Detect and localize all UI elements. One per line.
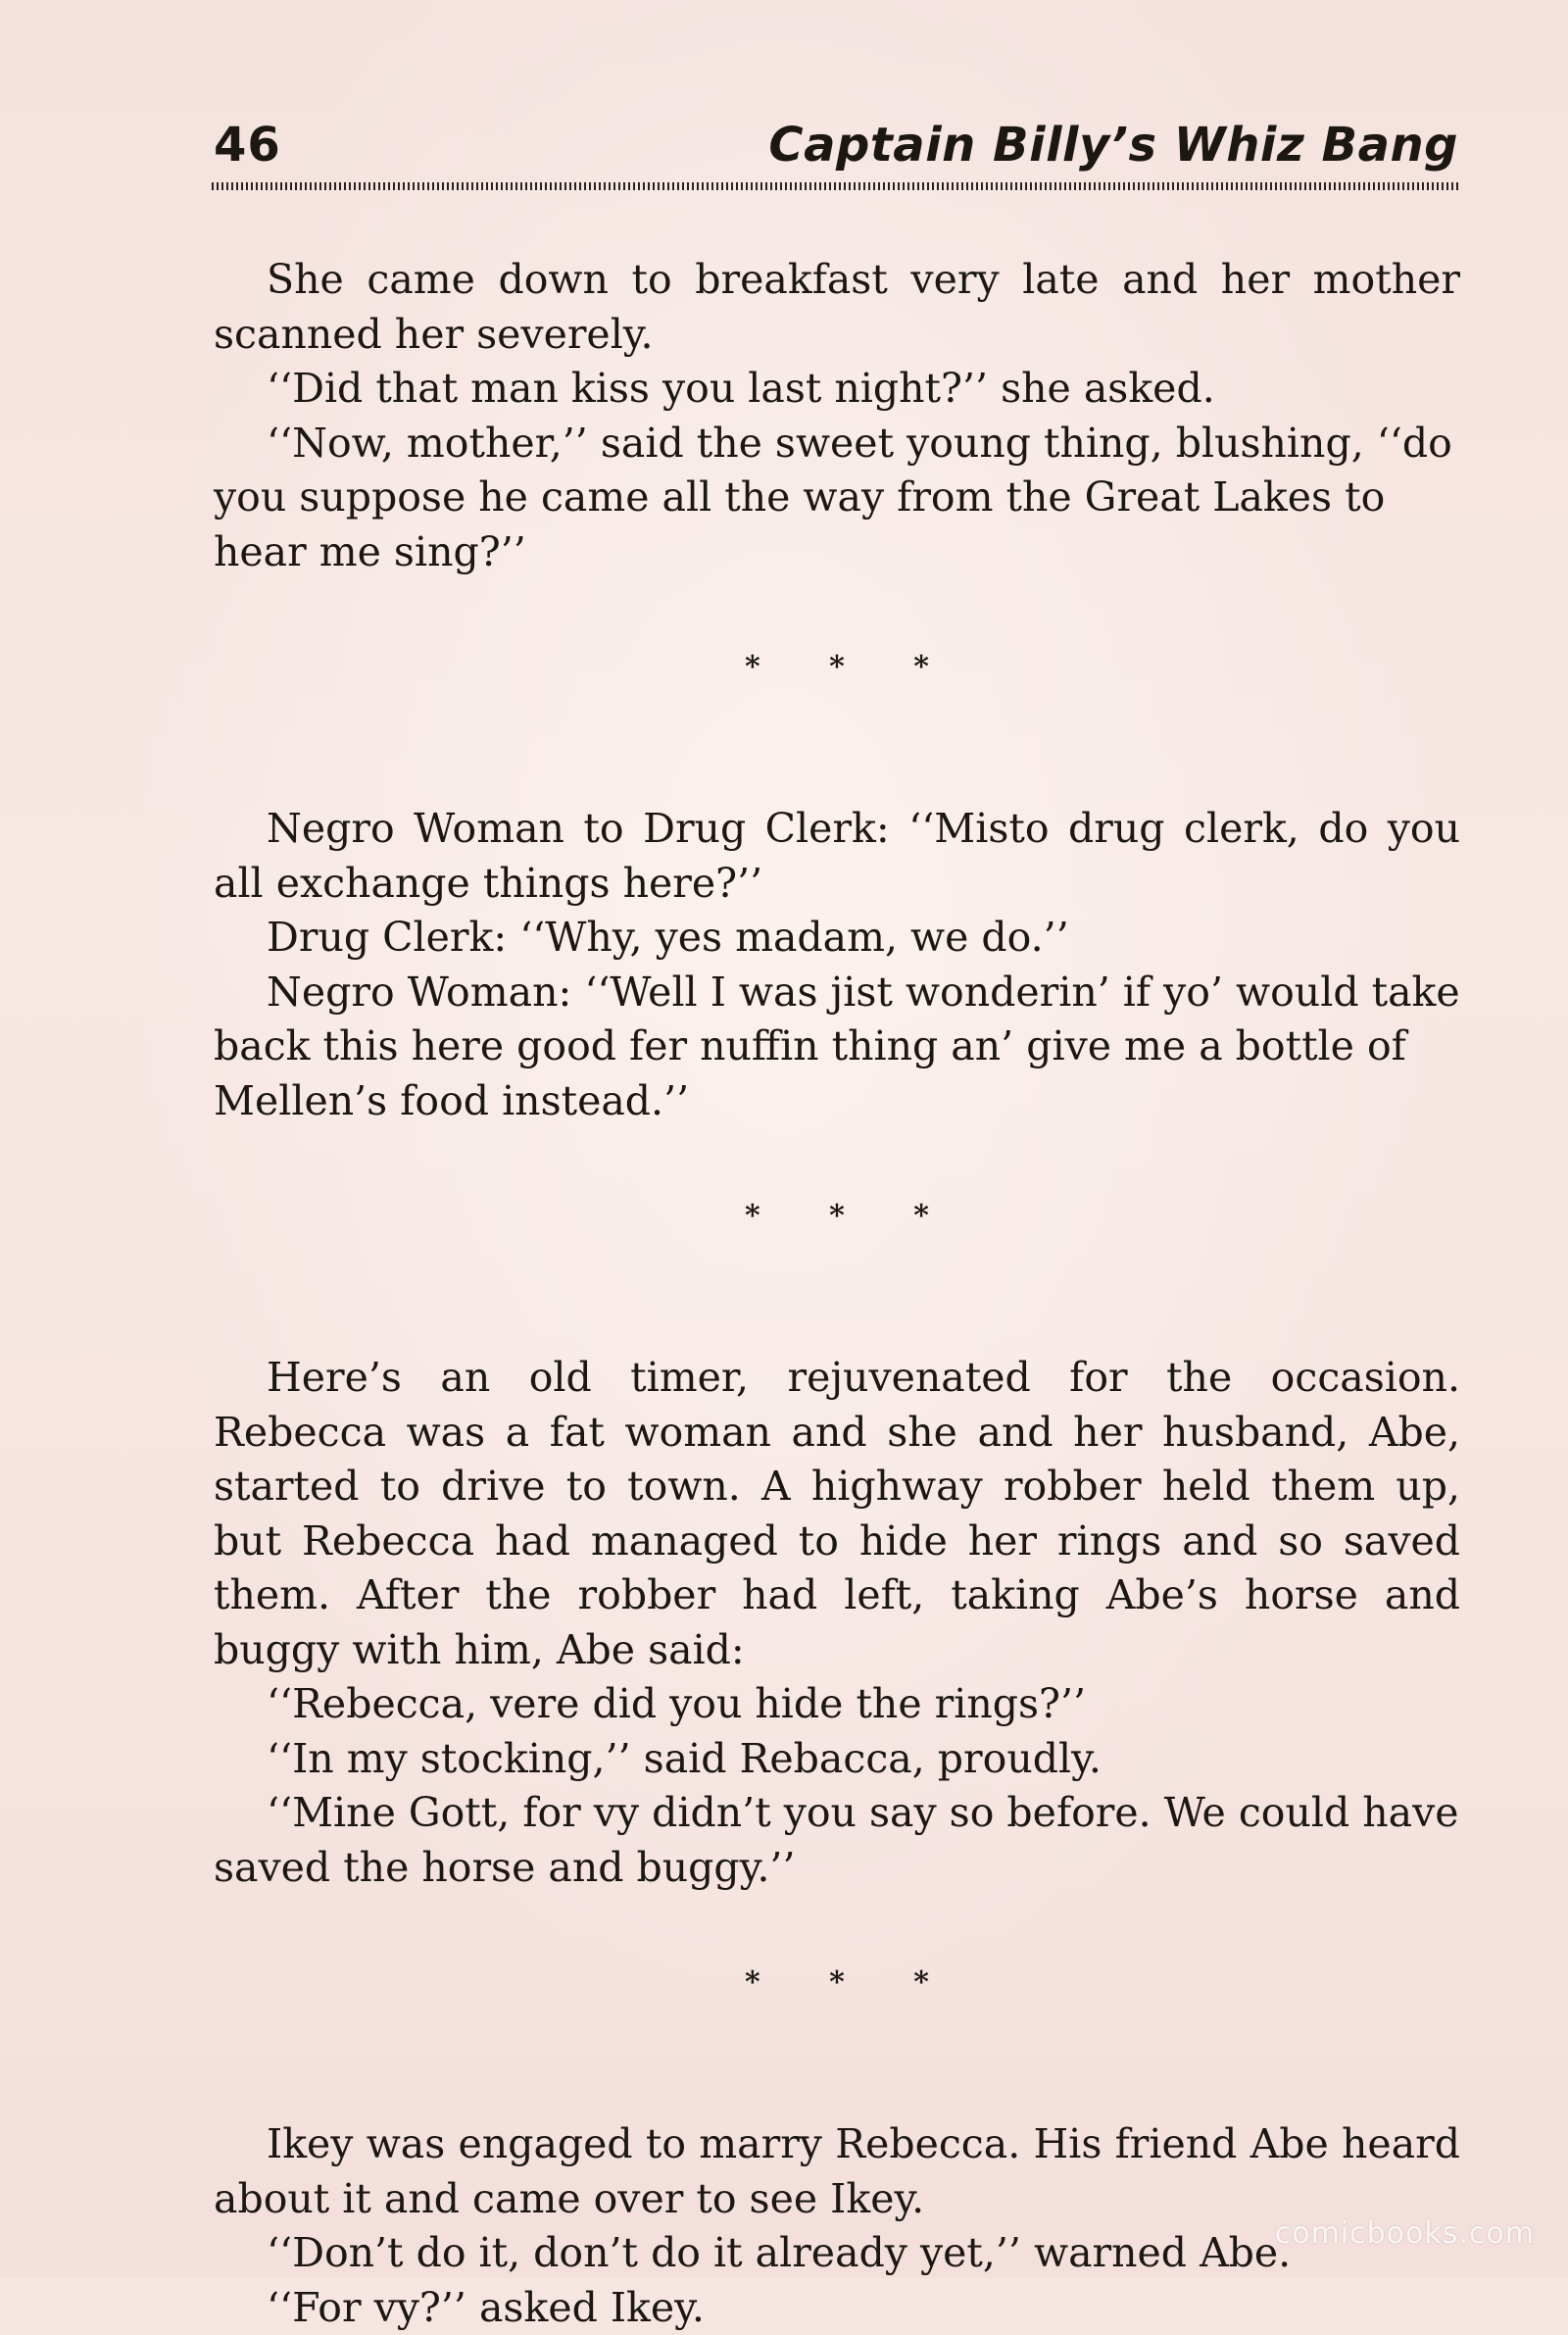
paragraph: Here’s an old timer, rejuvenated for the occasion. Rebecca was a fat woman and she and her husband, Abe, started to drive to town. A highway robber held them up, but Rebecca had managed to hide her rings and so saved them. After the robber had left, taking Abe’s horse and buggy with him, Abe said: bbox=[214, 1351, 1460, 1677]
paragraph: ‘‘Mine Gott, for vy didn’t you say so before. We could have saved the horse and buggy.’’ bbox=[214, 1786, 1460, 1895]
separator-1 bbox=[214, 579, 1460, 802]
asterisk-separator: * * * bbox=[214, 1965, 1460, 2000]
paragraph: ‘‘Rebecca, vere did you hide the rings?’’ bbox=[214, 1677, 1460, 1732]
joke-1 bbox=[214, 253, 1460, 579]
watermark: comicbooks.com bbox=[1275, 2216, 1535, 2251]
paragraph: ‘‘Now, mother,’’ said the sweet young thing, blushing, ‘‘do you suppose he came all the way from the Great Lakes to hear me sing?’’ bbox=[214, 417, 1460, 580]
joke-2 bbox=[214, 802, 1460, 1128]
header-rule bbox=[212, 182, 1460, 190]
running-title: Captain Billy’s Whiz Bang bbox=[768, 118, 1458, 173]
separator-3 bbox=[214, 1895, 1460, 2117]
page-number: 46 bbox=[214, 118, 281, 173]
paragraph: Drug Clerk: ‘‘Why, yes madam, we do.’’ bbox=[214, 911, 1460, 966]
paragraph: ‘‘In my stocking,’’ said Rebacca, proudly. bbox=[214, 1732, 1460, 1787]
joke-4 bbox=[214, 2117, 1460, 2335]
paragraph: ‘‘For vy?’’ asked Ikey. bbox=[214, 2281, 1460, 2335]
body-text bbox=[214, 253, 1460, 2335]
paragraph: She came down to breakfast very late and her mother scanned her severely. bbox=[214, 253, 1460, 362]
paragraph: ‘‘Don’t do it, don’t do it already yet,’’ warned Abe. bbox=[214, 2226, 1460, 2281]
separator-2 bbox=[214, 1128, 1460, 1351]
paragraph: Negro Woman: ‘‘Well I was jist wonderin’ if yo’ would take back this here good fer nuffin thing an’ give me a bottle of Mellen’s food instead.’’ bbox=[214, 966, 1460, 1129]
joke-3 bbox=[214, 1351, 1460, 1895]
paragraph: ‘‘Did that man kiss you last night?’’ she asked. bbox=[214, 362, 1460, 417]
page-header bbox=[214, 118, 1458, 176]
asterisk-separator: * * * bbox=[214, 650, 1460, 684]
paragraph: Negro Woman to Drug Clerk: ‘‘Misto drug clerk, do you all exchange things here?’’ bbox=[214, 802, 1460, 911]
paragraph: Ikey was engaged to marry Rebecca. His friend Abe heard about it and came over to see Ikey. bbox=[214, 2117, 1460, 2226]
asterisk-separator: * * * bbox=[214, 1199, 1460, 1233]
